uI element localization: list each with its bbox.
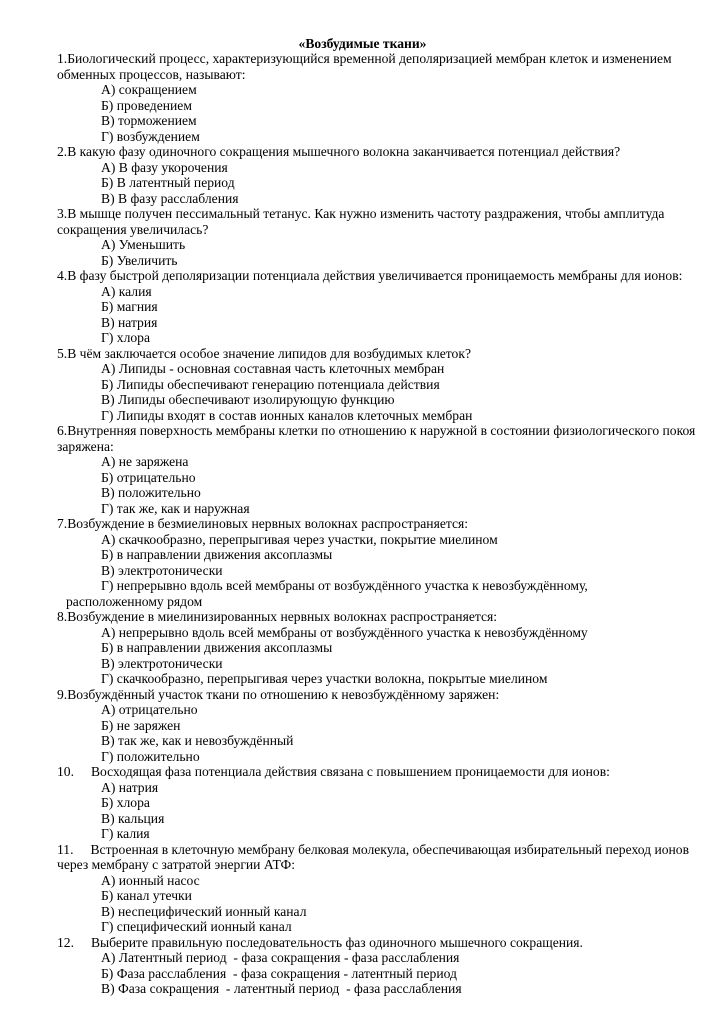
answer-option: А) Липиды - основная составная часть клеточных мембран [101,361,445,376]
answer-option: Б) проведением [101,97,192,113]
answer-option: В) положительно [101,485,201,500]
question-4 [57,268,697,346]
question-text: 5.В чём заключается особое значение липидов для возбудимых клеток? [57,345,471,361]
answer-option: Г) так же, как и наружная [101,500,250,516]
answer-option: А) отрицательно [101,702,198,717]
answer-option: Б) Фаза расслабления - фаза сокращения - латентный период [101,965,457,981]
question-6 [57,423,697,516]
answer-option: Г) возбуждением [101,128,200,144]
answer-option: Б) отрицательно [101,469,196,485]
answer-option: В) неспецифический ионный канал [101,903,307,919]
answer-option: Г) калия [101,826,150,841]
answer-option: Б) канал утечки [101,888,192,903]
answer-option: В) электротонически [101,655,223,671]
answer-option: Б) Липиды обеспечивают генерацию потенциала действия [101,376,440,392]
question-text: 7.Возбуждение в безмиелиновых нервных волокнах распространяется: [57,516,469,531]
question-10 [57,764,697,842]
answer-option: А) скачкообразно, перепрыгивая через участки, покрытие миелином [101,531,498,547]
document-title: «Возбудимые ткани» [298,36,427,51]
question-9 [57,687,697,765]
question-text: 4.В фазу быстрой деполяризации потенциала действия увеличивается проницаемость мембраны для ионов: [57,268,683,283]
question-text: 8.Возбуждение в миелинизированных нервных волокнах распространяется: [57,609,498,624]
answer-option: А) сокращением [101,82,197,97]
question-5 [57,346,697,424]
question-text: 12. Выберите правильную последовательность фаз одиночного мышечного сокращения. [57,934,583,950]
question-12 [57,935,697,997]
answer-option: Г) непрерывно вдоль всей мембраны от возбуждённого участка к невозбуждённому, [101,578,588,593]
answer-option: Б) в направлении движения аксоплазмы [101,640,333,655]
answer-option: Б) хлора [101,795,150,810]
answer-option: Г) скачкообразно, перепрыгивая через участки волокна, покрытые миелином [101,671,548,686]
question-7 [57,516,697,609]
answer-option: В) натрия [101,314,158,330]
answer-option: В) Фаза сокращения - латентный период - фаза расслабления [101,981,462,996]
answer-option: Г) положительно [101,748,200,764]
answer-option: А) Уменьшить [101,237,186,252]
answer-option: В) электротонически [101,562,223,578]
question-text: 6.Внутренняя поверхность мембраны клетки по отношению к наружной в состоянии физиологического покоя заряжена: [57,423,696,454]
answer-option: В) В фазу расслабления [101,190,239,206]
question-text: 11. Встроенная в клеточную мембрану белковая молекула, обеспечивающая избирательный переход ионов через мембрану с затратой энергии АТФ: [57,841,693,872]
answer-option: Б) В латентный период [101,175,235,190]
answer-option-continuation: расположенному рядом [66,593,203,609]
question-8 [57,609,697,687]
answer-option: А) не заряжена [101,454,189,469]
answer-option: Г) Липиды входят в состав ионных каналов клеточных мембран [101,407,473,423]
answer-option: А) натрия [101,779,159,795]
question-11 [57,842,697,935]
answer-option: Б) магния [101,299,158,314]
answer-option: Б) не заряжен [101,717,181,733]
question-1 [57,51,697,144]
question-text: 10. Восходящая фаза потенциала действия связана с повышением проницаемости для ионов: [57,764,610,779]
answer-option: А) В фазу укорочения [101,159,228,175]
question-text: 3.В мышце получен пессимальный тетанус. Как нужно изменить частоту раздражения, чтобы амплитуда сокращения увеличилась? [57,206,665,237]
question-text: 1.Биологический процесс, характеризующийся временной деполяризацией мембран клеток и изменением обменных процессов, называют: [57,51,672,82]
question-3 [57,206,697,268]
answer-option: В) так же, как и невозбуждённый [101,733,294,748]
answer-option: В) торможением [101,113,197,128]
answer-option: Б) Увеличить [101,252,178,268]
answer-option: А) калия [101,283,152,299]
answer-option: Б) в направлении движения аксоплазмы [101,547,333,562]
answer-option: В) кальция [101,810,165,826]
question-2 [57,144,697,206]
answer-option: А) непрерывно вдоль всей мембраны от возбуждённого участка к невозбуждённому [101,624,588,640]
answer-option: А) Латентный период - фаза сокращения - фаза расслабления [101,950,460,965]
answer-option: Г) хлора [101,330,150,345]
answer-option: Г) специфический ионный канал [101,919,292,934]
answer-option: В) Липиды обеспечивают изолирующую функцию [101,392,395,407]
answer-option: А) ионный насос [101,872,200,888]
question-text: 9.Возбуждённый участок ткани по отношению к невозбуждённому заряжен: [57,686,500,702]
question-text: 2.В какую фазу одиночного сокращения мышечного волокна заканчивается потенциал действия? [57,144,621,159]
question-list [57,51,697,997]
